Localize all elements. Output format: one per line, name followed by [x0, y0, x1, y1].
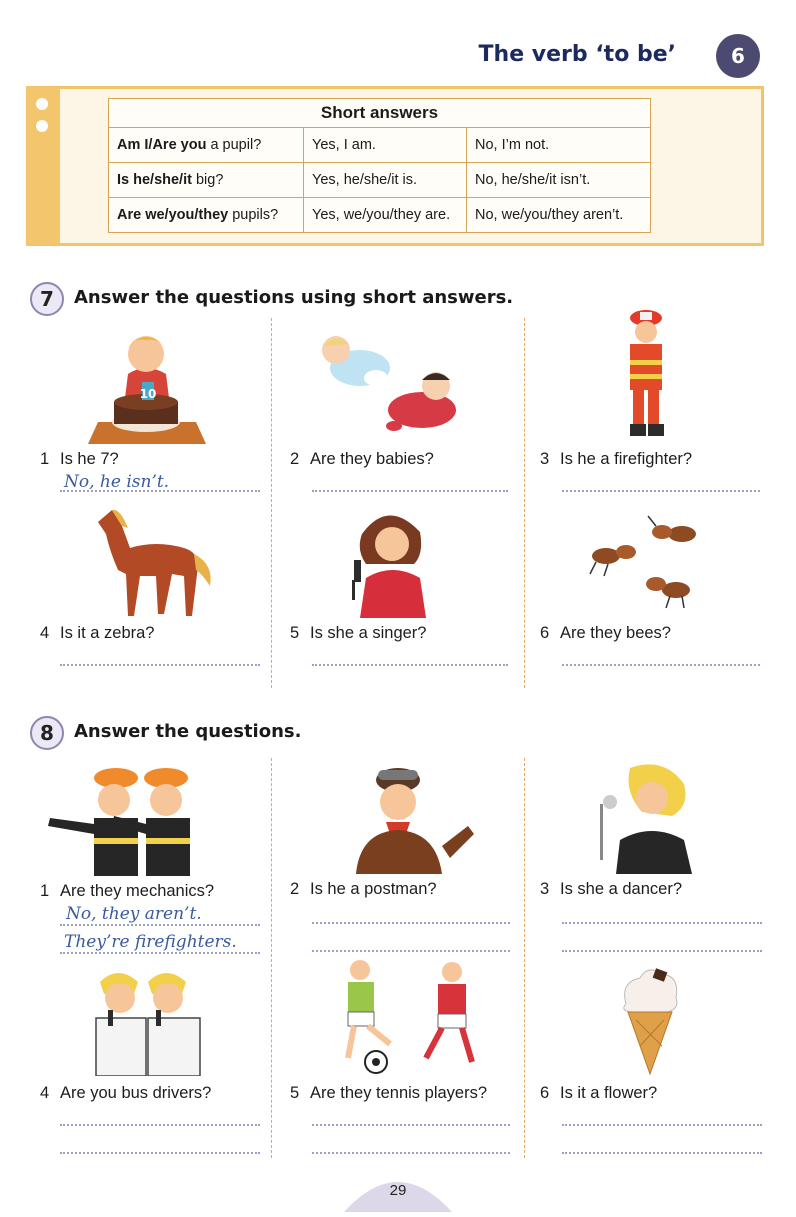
question-8-3: 3 Is she a dancer?	[540, 880, 682, 898]
yes-answer: Yes, we/you/they are.	[304, 198, 467, 233]
page-title: The verb ‘to be’	[478, 42, 676, 67]
answer-8-1b: They’re firefighters.	[64, 932, 237, 952]
question-7-6: 6 Are they bees?	[540, 624, 671, 642]
firefighters-illustration	[44, 762, 204, 876]
answer-line[interactable]	[60, 1124, 260, 1126]
answer-8-1a: No, they aren’t.	[66, 904, 202, 924]
horse-illustration	[86, 504, 216, 618]
question-8-2: 2 Is he a postman?	[290, 880, 437, 898]
answer-line[interactable]	[312, 1124, 510, 1126]
exercise-7-instruction: Answer the questions using short answers.	[74, 287, 514, 308]
question-form: Are we/you/they	[117, 207, 229, 223]
bullet-dot-icon	[36, 120, 48, 132]
answer-line[interactable]	[312, 490, 508, 492]
question-7-2: 2 Are they babies?	[290, 450, 434, 468]
table-row	[109, 198, 651, 233]
answer-line[interactable]	[562, 922, 762, 924]
answer-line[interactable]	[562, 1124, 762, 1126]
yes-answer: Yes, he/she/it is.	[304, 163, 467, 198]
ants-illustration	[580, 512, 712, 610]
firefighter-illustration	[618, 308, 674, 440]
answer-line[interactable]	[60, 924, 260, 926]
babies-illustration	[318, 328, 468, 440]
answer-line[interactable]	[312, 1152, 510, 1154]
ice-cream-illustration	[618, 964, 682, 1076]
short-answers-table	[108, 98, 651, 233]
question-7-3: 3 Is he a firefighter?	[540, 450, 693, 468]
page-number: 29	[389, 1182, 407, 1199]
question-rest: a pupil?	[206, 137, 262, 153]
answer-line[interactable]	[312, 922, 510, 924]
question-8-6: 6 Is it a flower?	[540, 1084, 658, 1102]
exercise-7-number: 7	[30, 282, 64, 316]
footballers-illustration	[330, 958, 490, 1076]
question-7-4: 4 Is it a zebra?	[40, 624, 155, 642]
no-answer: No, we/you/they aren’t.	[467, 198, 651, 233]
answer-line[interactable]	[312, 950, 510, 952]
question-8-5: 5 Are they tennis players?	[290, 1084, 488, 1102]
answer-line[interactable]	[562, 664, 760, 666]
column-divider	[271, 318, 272, 688]
question-rest: big?	[191, 172, 224, 188]
answer-line[interactable]	[60, 490, 260, 492]
question-7-1: 1 Is he 7?	[40, 450, 119, 468]
exercise-8-instruction: Answer the questions.	[74, 721, 302, 742]
yes-answer: Yes, I am.	[304, 128, 467, 163]
column-divider	[271, 758, 272, 1158]
answer-line[interactable]	[562, 950, 762, 952]
answer-7-1: No, he isn’t.	[64, 472, 170, 492]
column-divider	[524, 318, 525, 688]
answer-line[interactable]	[60, 1152, 260, 1154]
question-8-4: 4 Are you bus drivers?	[40, 1084, 212, 1102]
table-title: Short answers	[109, 99, 651, 128]
unit-badge: 6	[716, 34, 760, 78]
pilot-illustration	[346, 762, 486, 874]
singer-girl-illustration	[348, 504, 432, 618]
no-answer: No, he/she/it isn’t.	[467, 163, 651, 198]
question-form: Is he/she/it	[117, 172, 192, 188]
question-7-5: 5 Is she a singer?	[290, 624, 427, 642]
question-form: Am I/Are you	[117, 137, 207, 153]
answer-line[interactable]	[562, 1152, 762, 1154]
question-rest: pupils?	[228, 207, 279, 223]
answer-line[interactable]	[60, 664, 260, 666]
table-row	[109, 163, 651, 198]
cake-number: 10	[139, 387, 157, 401]
no-answer: No, I’m not.	[467, 128, 651, 163]
question-8-1: 1 Are they mechanics?	[40, 882, 215, 900]
answer-line[interactable]	[312, 664, 508, 666]
exercise-8-number: 8	[30, 716, 64, 750]
bullet-dot-icon	[36, 98, 48, 110]
page-footer	[344, 1166, 452, 1212]
table-row	[109, 128, 651, 163]
answer-line[interactable]	[562, 490, 760, 492]
column-divider	[524, 758, 525, 1158]
singer-woman-illustration	[580, 760, 700, 874]
boy-singers-illustration	[82, 964, 212, 1076]
boy-birthday-cake-illustration	[88, 326, 206, 444]
answer-line[interactable]	[60, 952, 260, 954]
